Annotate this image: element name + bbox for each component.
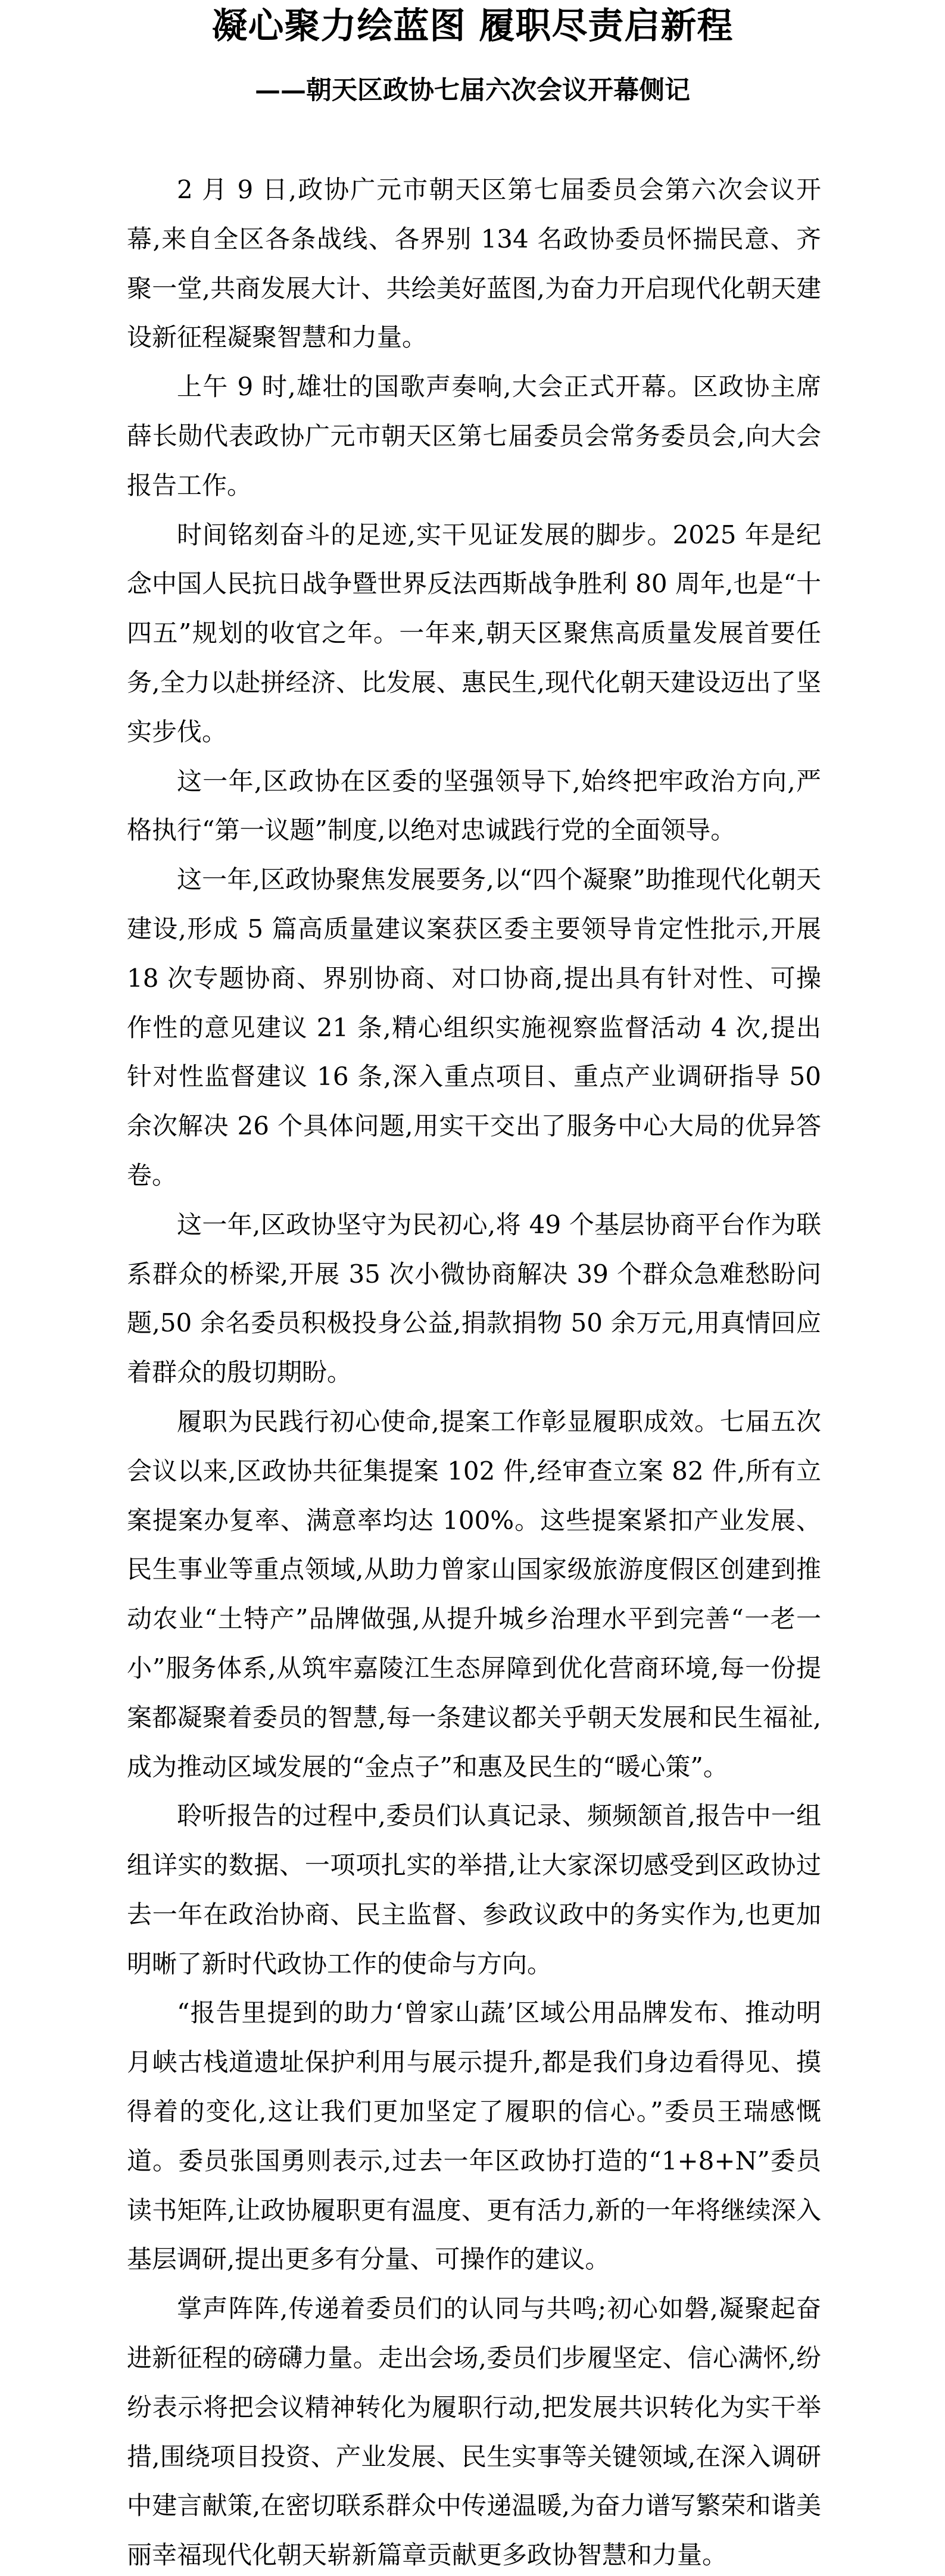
article-paragraph-6: 这一年,区政协坚守为民初心,将 49 个基层协商平台作为联系群众的桥梁,开展 35 次小微协商解决 39 个群众急难愁盼问题,50 余名委员积极投身公益,捐款捐物 50 余万元,用真情回应着群众的殷切期盼。: [127, 1209, 821, 1387]
article-paragraph-2: 上午 9 时,雄壮的国歌声奏响,大会正式开幕。区政协主席薛长勋代表政协广元市朝天区第七届委员会常务委员会,向大会报告工作。: [127, 372, 821, 500]
article-paragraph-8: 聆听报告的过程中,委员们认真记录、频频颔首,报告中一组组详实的数据、一项项扎实的举措,让大家深切感受到区政协过去一年在政治协商、民主监督、参政议政中的务实作为,也更加明晰了新时代政协工作的使命与方向。: [127, 1801, 821, 1978]
article-paragraph-7: 履职为民践行初心使命,提案工作彰显履职成效。七届五次会议以来,区政协共征集提案 102 件,经审查立案 82 件,所有立案提案办复率、满意率均达 100%。这些提案紧扣产业发展、民生事业等重点领域,从助力曾家山国家级旅游度假区创建到推动农业“土特产”品牌做强,从提升城乡治理水平到完善“一老一小”服务体系,从筑牢嘉陵江生态屏障到优化营商环境,每一份提案都凝聚着委员的智慧,每一条建议都关乎朝天发展和民生福祉,成为推动区域发展的“金点子”和惠及民生的“暖心策”。: [127, 1406, 821, 1781]
article-paragraph-10: 掌声阵阵,传递着委员们的认同与共鸣;初心如磐,凝聚起奋进新征程的磅礴力量。走出会场,委员们步履坚定、信心满怀,纷纷表示将把会议精神转化为履职行动,把发展共识转化为实干举措,围绕项目投资、产业发展、民生实事等关键领域,在深入调研中建言献策,在密切联系群众中传递温暖,为奋力谱写繁荣和谐美丽幸福现代化朝天崭新篇章贡献更多政协智慧和力量。: [127, 2294, 821, 2570]
article-paragraph-5: 这一年,区政协聚焦发展要务,以“四个凝聚”助推现代化朝天建设,形成 5 篇高质量建议案获区委主要领导肯定性批示,开展 18 次专题协商、界别协商、对口协商,提出具有针对性、可操作性的意见建议 21 条,精心组织实施视察监督活动 4 次,提出针对性监督建议 16 条,深入重点项目、重点产业调研指导 50 余次解决 26 个具体问题,用实干交出了服务中心大局的优异答卷。: [127, 865, 821, 1190]
article-body: [127, 165, 821, 2576]
article-subtitle: ——朝天区政协七届六次会议开幕侧记: [255, 76, 690, 105]
article-paragraph-4: 这一年,区政协在区委的坚强领导下,始终把牢政治方向,严格执行“第一议题”制度,以绝对忠诚践行党的全面领导。: [127, 766, 821, 845]
article-paragraph-9: “报告里提到的助力‘曾家山蔬’区域公用品牌发布、推动明月峡古栈道遗址保护利用与展示提升,都是我们身边看得见、摸得着的变化,这让我们更加坚定了履职的信心。”委员王瑞感慨道。委员张国勇则表示,过去一年区政协打造的“1+8+N”委员读书矩阵,让政协履职更有温度、更有活力,新的一年将继续深入基层调研,提出更多有分量、可操作的建议。: [127, 1998, 821, 2274]
article-paragraph-1: 2 月 9 日,政协广元市朝天区第七届委员会第六次会议开幕,来自全区各条战线、各界别 134 名政协委员怀揣民意、齐聚一堂,共商发展大计、共绘美好蓝图,为奋力开启现代化朝天建设新征程凝聚智慧和力量。: [127, 175, 821, 352]
article-paragraph-3: 时间铭刻奋斗的足迹,实干见证发展的脚步。2025 年是纪念中国人民抗日战争暨世界反法西斯战争胜利 80 周年,也是“十四五”规划的收官之年。一年来,朝天区聚焦高质量发展首要任务,全力以赴拼经济、比发展、惠民生,现代化朝天建设迈出了坚实步伐。: [127, 520, 821, 746]
article-title: 凝心聚力绘蓝图 履职尽责启新程: [211, 5, 734, 47]
